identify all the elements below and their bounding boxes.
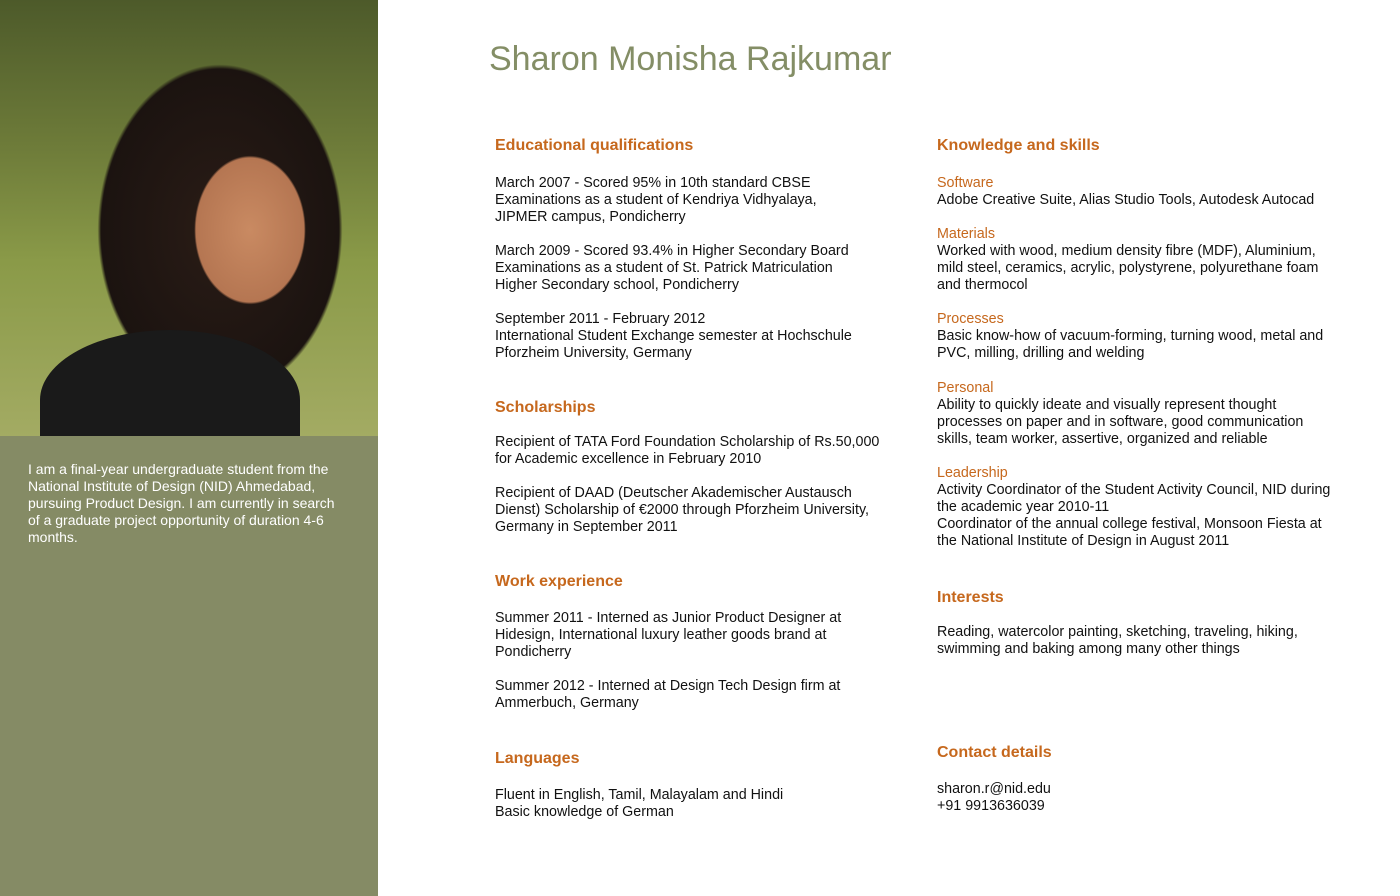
scholarships-heading: Scholarships bbox=[495, 399, 596, 416]
skill-label: Processes bbox=[937, 311, 1004, 327]
languages-text: Fluent in English, Tamil, Malayalam and Hindi Basic knowledge of German bbox=[495, 787, 784, 820]
photo-figure bbox=[40, 330, 300, 436]
contact-phone: +91 9913636039 bbox=[937, 798, 1045, 814]
work-item: Summer 2011 - Interned as Junior Product Designer at Hidesign, International luxury leather goods brand at Pondicherry bbox=[495, 610, 842, 660]
skill-text: Adobe Creative Suite, Alias Studio Tools, Autodesk Autocad bbox=[937, 192, 1315, 208]
interests-heading: Interests bbox=[937, 589, 1004, 606]
intro-text: I am a final-year undergraduate student from the National Institute of Design (NID) Ahmedabad, pursuing Product Design. I am currently in search of a graduate project opportunity of duration 4-6 months. bbox=[28, 461, 335, 545]
education-heading: Educational qualifications bbox=[495, 137, 694, 154]
interests-text: Reading, watercolor painting, sketching, traveling, hiking, swimming and baking among many other things bbox=[937, 624, 1298, 657]
work-item: Summer 2012 - Interned at Design Tech Design firm at Ammerbuch, Germany bbox=[495, 678, 841, 711]
contact-heading: Contact details bbox=[937, 744, 1052, 761]
scholarship-item: Recipient of DAAD (Deutscher Akademischer Austausch Dienst) Scholarship of €2000 through Pforzheim University, Germany in September 2011 bbox=[495, 485, 870, 535]
skill-text: Activity Coordinator of the Student Activity Council, NID during the academic year 2010-11 Coordinator of the annual college festival, Monsoon Fiesta at the National Institute of Design in August 2011 bbox=[937, 482, 1331, 549]
skill-text: Basic know-how of vacuum-forming, turning wood, metal and PVC, milling, drilling and welding bbox=[937, 328, 1324, 361]
work-heading: Work experience bbox=[495, 573, 623, 590]
education-item: September 2011 - February 2012 International Student Exchange semester at Hochschule Pforzheim University, Germany bbox=[495, 311, 852, 361]
education-item: March 2009 - Scored 93.4% in Higher Secondary Board Examinations as a student of St. Patrick Matriculation Higher Secondary school, Pondicherry bbox=[495, 243, 849, 293]
page-title: Sharon Monisha Rajkumar bbox=[489, 40, 892, 78]
skill-text: Ability to quickly ideate and visually represent thought processes on paper and in software, good communication skills, team worker, assertive, organized and reliable bbox=[937, 397, 1304, 447]
skill-label: Personal bbox=[937, 380, 994, 396]
scholarship-item: Recipient of TATA Ford Foundation Scholarship of Rs.50,000 for Academic excellence in February 2010 bbox=[495, 434, 880, 467]
skill-text: Worked with wood, medium density fibre (MDF), Aluminium, mild steel, ceramics, acrylic, polystyrene, polyurethane foam and thermocol bbox=[937, 243, 1319, 293]
skill-label: Software bbox=[937, 175, 994, 191]
languages-heading: Languages bbox=[495, 750, 580, 767]
contact-email[interactable]: sharon.r@nid.edu bbox=[937, 781, 1051, 797]
skills-heading: Knowledge and skills bbox=[937, 137, 1100, 154]
profile-photo bbox=[0, 0, 378, 436]
intro-panel bbox=[0, 436, 378, 896]
skill-label: Leadership bbox=[937, 465, 1008, 481]
skill-label: Materials bbox=[937, 226, 995, 242]
education-item: March 2007 - Scored 95% in 10th standard CBSE Examinations as a student of Kendriya Vidhyalaya, JIPMER campus, Pondicherry bbox=[495, 175, 817, 225]
